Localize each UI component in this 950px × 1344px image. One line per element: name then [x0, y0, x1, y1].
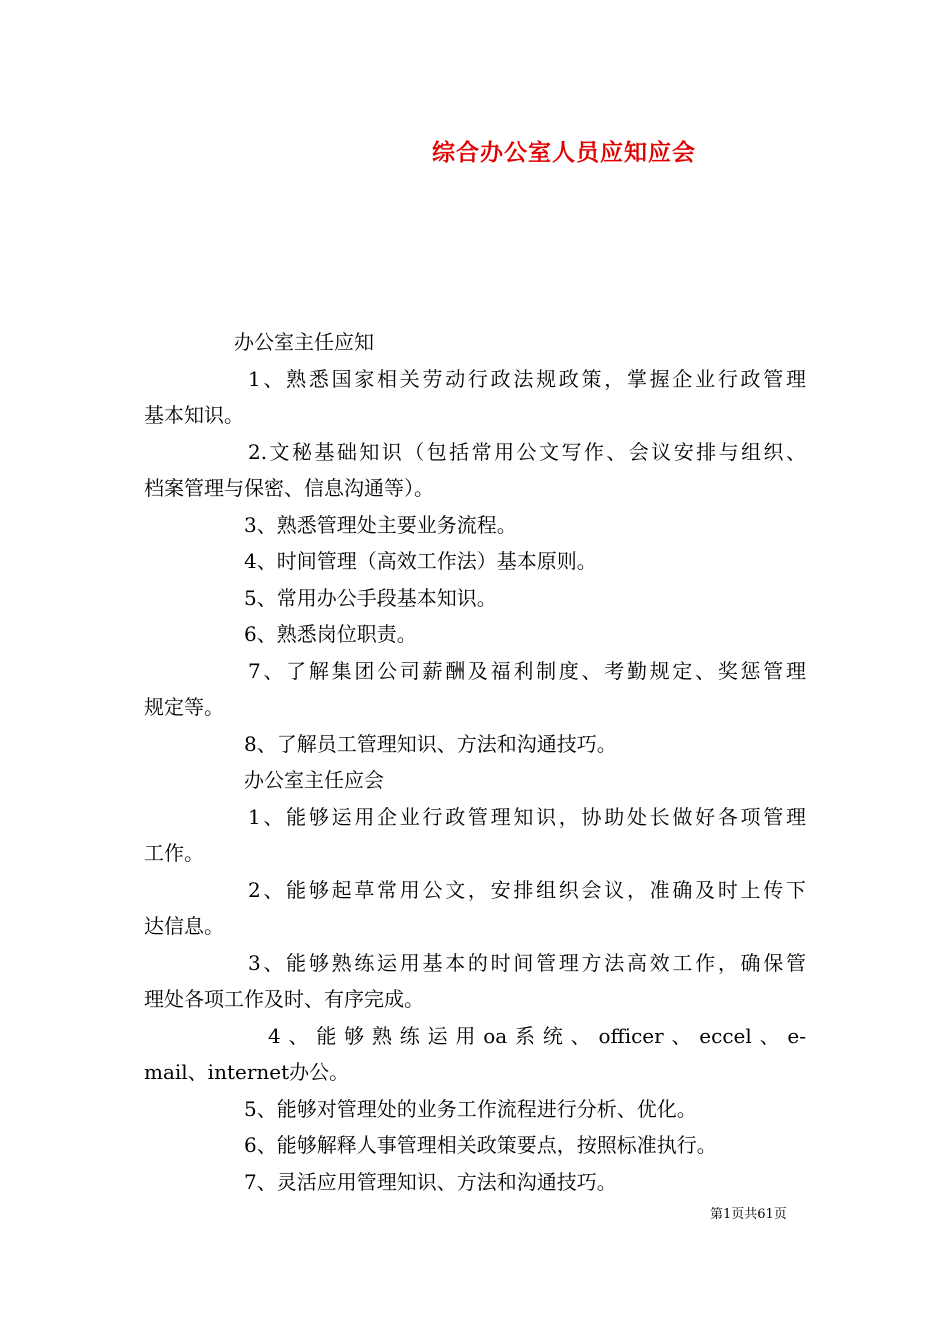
paragraph-line: 2、能够起草常用公文，安排组织会议，准确及时上传下 — [248, 877, 806, 902]
paragraph-line: 7、灵活应用管理知识、方法和沟通技巧。 — [244, 1169, 617, 1194]
paragraph-line: 5、能够对管理处的业务工作流程进行分析、优化。 — [244, 1096, 697, 1121]
paragraph-line: 7、了解集团公司薪酬及福利制度、考勤规定、奖惩管理 — [248, 658, 806, 683]
paragraph-line: 4、时间管理（高效工作法）基本原则。 — [244, 549, 597, 573]
paragraph-line: 基本知识。 — [144, 403, 244, 427]
section-heading: 办公室主任应会 — [244, 768, 384, 792]
paragraph-line: 2.文秘基础知识（包括常用公文写作、会议安排与组织、 — [248, 439, 806, 464]
section-heading: 办公室主任应知 — [234, 330, 374, 354]
paragraph-line: 1、能够运用企业行政管理知识，协助处长做好各项管理 — [248, 804, 806, 829]
paragraph-line: 6、能够解释人事管理相关政策要点，按照标准执行。 — [244, 1133, 717, 1157]
paragraph-line: 5、常用办公手段基本知识。 — [244, 585, 497, 610]
paragraph-line: 档案管理与保密、信息沟通等）。 — [144, 476, 434, 500]
paragraph-line: 3、熟悉管理处主要业务流程。 — [244, 512, 517, 537]
document-body — [144, 324, 806, 1200]
paragraph-line: 6、熟悉岗位职责。 — [244, 622, 417, 646]
page-number-footer: 第1页共61页 — [710, 1207, 787, 1222]
page-title: 综合办公室人员应知应会 — [432, 139, 696, 166]
paragraph-line: 8、了解员工管理知识、方法和沟通技巧。 — [244, 731, 617, 756]
paragraph-line: 3、能够熟练运用基本的时间管理方法高效工作，确保管 — [248, 950, 806, 975]
paragraph-line: mail、internet办公。 — [144, 1060, 350, 1084]
paragraph-line: 1、熟悉国家相关劳动行政法规政策，掌握企业行政管理 — [248, 366, 806, 391]
paragraph-line: 理处各项工作及时、有序完成。 — [144, 987, 424, 1011]
paragraph-line: 工作。 — [144, 841, 204, 865]
paragraph-line: 4、能够熟练运用oa系统、officer、eccel、e- — [268, 1023, 806, 1048]
paragraph-line: 规定等。 — [144, 695, 224, 719]
paragraph-line: 达信息。 — [144, 914, 224, 938]
